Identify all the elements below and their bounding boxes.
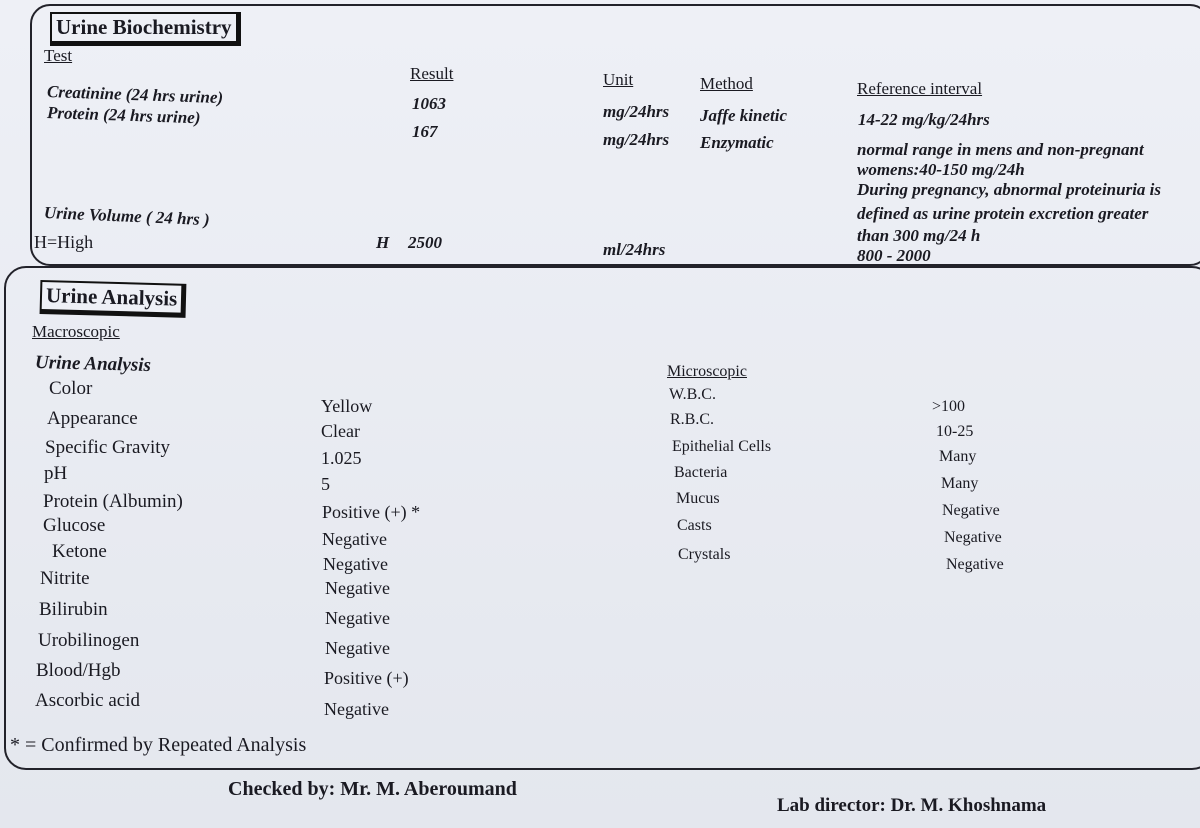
urine-analysis-subheading: Urine Analysis	[34, 352, 152, 377]
macro-value: Negative	[325, 608, 390, 628]
reference-creatinine: 14-22 mg/kg/24hrs	[858, 110, 990, 129]
confirmed-note: * = Confirmed by Repeated Analysis	[10, 734, 307, 756]
unit-urine-volume: ml/24hrs	[603, 240, 666, 259]
result-protein: 167	[412, 122, 438, 141]
macro-label: Bilirubin	[39, 599, 108, 620]
biochemistry-title: Urine Biochemistry	[50, 12, 241, 46]
macro-value: Yellow	[321, 396, 373, 416]
reference-protein-line: During pregnancy, abnormal proteinuria is	[857, 180, 1162, 199]
macro-value: Negative	[325, 638, 390, 658]
micro-label: Mucus	[676, 490, 720, 507]
urine-analysis-title: Urine Analysis	[40, 280, 187, 318]
macro-value: Positive (+) *	[322, 502, 421, 522]
macro-value: Negative	[323, 554, 388, 574]
macro-label: Glucose	[43, 515, 106, 536]
micro-label: Crystals	[678, 546, 731, 563]
micro-label: W.B.C.	[669, 386, 716, 403]
macro-label: Ketone	[52, 541, 107, 562]
checked-by: Checked by: Mr. M. Aberoumand	[228, 778, 517, 800]
reference-urine-volume: 800 - 2000	[857, 246, 931, 265]
method-creatinine: Jaffe kinetic	[700, 106, 788, 125]
header-result: Result	[410, 64, 454, 83]
macro-label: pH	[44, 463, 68, 484]
micro-label: Bacteria	[674, 464, 728, 481]
macro-value: Negative	[325, 578, 390, 598]
high-flag-legend: H=High	[34, 232, 94, 252]
reference-protein-line: defined as urine protein excretion greater	[857, 204, 1149, 223]
macro-label: Ascorbic acid	[35, 690, 140, 711]
macro-value: 5	[321, 474, 330, 494]
macroscopic-label: Macroscopic	[32, 322, 120, 341]
test-creatinine: Creatinine (24 hrs urine)	[46, 82, 224, 108]
reference-protein-line: womens:40-150 mg/24h	[857, 160, 1025, 179]
macro-value: Negative	[322, 529, 387, 549]
macro-label: Blood/Hgb	[36, 660, 121, 681]
unit-protein: mg/24hrs	[603, 130, 670, 149]
micro-label: Casts	[677, 517, 712, 534]
reference-protein-line: than 300 mg/24 h	[857, 226, 981, 245]
macro-label: Protein (Albumin)	[43, 491, 183, 512]
micro-value: 10-25	[936, 423, 974, 440]
result-creatinine: 1063	[412, 94, 446, 113]
method-protein: Enzymatic	[700, 133, 774, 152]
macro-value: Positive (+)	[324, 668, 409, 688]
header-test: Test	[44, 46, 73, 65]
macro-label: Appearance	[47, 408, 138, 429]
unit-creatinine: mg/24hrs	[603, 102, 670, 121]
urine-analysis-section	[4, 266, 1200, 770]
micro-value: Many	[939, 448, 977, 465]
micro-value: Negative	[944, 529, 1002, 546]
macro-label: Nitrite	[40, 568, 90, 589]
macro-value: 1.025	[321, 448, 362, 468]
flag-urine-volume: H	[376, 233, 390, 252]
header-method: Method	[700, 74, 753, 93]
microscopic-label: Microscopic	[667, 363, 747, 380]
header-reference: Reference interval	[857, 79, 983, 98]
micro-value: >100	[932, 398, 966, 415]
micro-value: Negative	[946, 556, 1004, 573]
lab-director: Lab director: Dr. M. Khoshnama	[777, 795, 1047, 816]
micro-label: Epithelial Cells	[672, 438, 772, 455]
test-urine-volume: Urine Volume ( 24 hrs )	[43, 203, 211, 230]
result-urine-volume: 2500	[408, 233, 442, 252]
header-unit: Unit	[603, 70, 634, 89]
macro-label: Urobilinogen	[38, 630, 140, 651]
micro-label: R.B.C.	[670, 411, 715, 428]
micro-value: Negative	[942, 502, 1000, 519]
macro-value: Negative	[324, 699, 389, 719]
macro-label: Specific Gravity	[45, 437, 171, 458]
reference-protein-line: normal range in mens and non-pregnant	[857, 140, 1144, 159]
macro-value: Clear	[321, 421, 360, 441]
macro-label: Color	[49, 378, 93, 399]
test-protein: Protein (24 hrs urine)	[46, 103, 201, 128]
micro-value: Many	[941, 475, 979, 492]
